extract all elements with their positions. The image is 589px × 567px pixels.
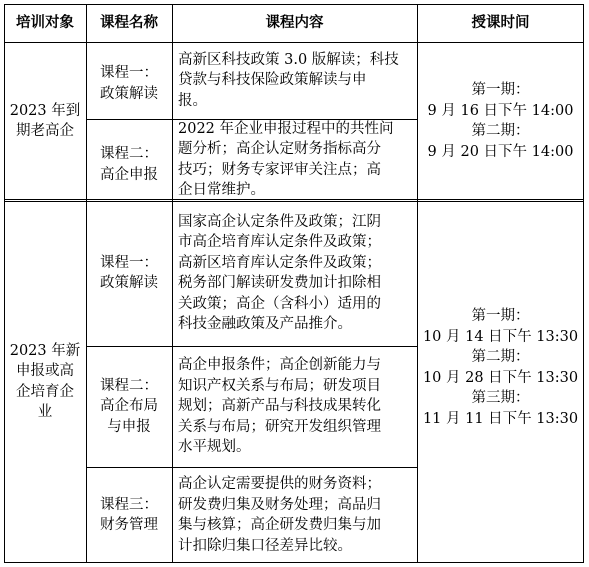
content-line: 集与核算；高企研发费归集与加 (178, 517, 381, 533)
time-line: 9 月 16 日下午 14:00 (427, 102, 574, 119)
content-line: 水平规划。 (178, 439, 251, 456)
border-bottom (4, 562, 584, 563)
time-line: 第一期： (471, 308, 530, 324)
course-name-line: 财务管理 (100, 517, 158, 533)
training-schedule-table (4, 4, 584, 563)
content-line: 企日常维护。 (178, 182, 265, 198)
content-line: 计扣除归集口径差异比较。 (178, 537, 352, 554)
group-2-course-1-content (172, 200, 417, 346)
group-1-time (417, 42, 584, 200)
group-1-target-line: 2023 年到 (9, 102, 81, 119)
content-line: 报。 (178, 92, 207, 109)
border-top (4, 4, 584, 5)
group-2-course-3-name (86, 467, 172, 563)
time-line: 第三期： (471, 390, 530, 406)
border-right (583, 4, 584, 563)
content-line: 税务部门解读研发费加计扣除相 (178, 275, 381, 291)
course-name-line: 高企申报 (100, 166, 158, 183)
content-line: 市高企培育库认定条件及政策； (178, 234, 381, 250)
header-target: 培训对象 (16, 14, 74, 31)
row-divider (86, 467, 417, 468)
group-2-time (417, 200, 584, 563)
content-line: 贷款与科技保险政策解读与申 (178, 72, 367, 89)
time-line: 第二期： (471, 349, 530, 365)
content-line: 高新区培育库认定条件及政策； (178, 254, 381, 271)
time-line: 第二期： (471, 123, 530, 139)
group-1-course-1-name (86, 42, 172, 119)
time-line: 9 月 20 日下午 14:00 (427, 143, 574, 160)
group-1-course-2-content (172, 119, 417, 200)
course-name-line: 课程一： (100, 65, 158, 81)
content-line: 技巧；财务专家评审关注点；高 (178, 161, 381, 178)
row-divider (4, 42, 584, 43)
content-line: 规划；高新产品与科技成果转化 (178, 398, 381, 415)
group-2-target-line: 企培育企 (15, 383, 74, 400)
row-divider (86, 119, 417, 120)
header-course-name: 课程名称 (100, 14, 158, 31)
group-1-target-line: 期老高企 (15, 123, 74, 139)
col-divider (172, 4, 173, 563)
content-line: 高企申报条件；高企创新能力与 (178, 357, 381, 374)
border-left (4, 4, 5, 563)
course-name-line: 课程三： (100, 496, 158, 513)
time-line: 第一期： (471, 82, 530, 98)
content-line: 高新区科技政策 3.0 版解读；科技 (178, 51, 399, 68)
course-name-line: 与申报 (107, 418, 151, 435)
group-1-course-2-name (86, 119, 172, 200)
content-line: 2022 年企业申报过程中的共性问 (178, 120, 394, 137)
content-line: 题分析；高企认定财务指标高分 (178, 141, 381, 157)
group-2-target-line: 业 (37, 404, 53, 420)
col-divider (86, 4, 87, 563)
content-line: 研发费归集及财务处理；高品归 (178, 496, 381, 513)
course-name-line: 政策解读 (100, 275, 158, 291)
group-2-course-1-name (86, 200, 172, 346)
group-1-target (4, 42, 86, 200)
row-divider (86, 346, 417, 347)
course-name-line: 课程一： (100, 254, 158, 271)
group-2-course-2-name (86, 346, 172, 467)
course-name-line: 课程二： (100, 146, 158, 162)
group-2-course-3-content (172, 467, 417, 563)
group-2-course-2-content (172, 346, 417, 467)
content-line: 科技金融政策及产品推介。 (178, 316, 352, 332)
header-content: 课程内容 (265, 14, 324, 31)
col-divider (417, 4, 418, 563)
group-2-target (4, 200, 86, 563)
group-1-course-1-content (172, 42, 417, 119)
course-name-line: 课程二： (100, 377, 158, 394)
content-line: 知识产权关系与布局；研发项目 (178, 377, 381, 394)
content-line: 关政策；高企（含科小）适用的 (178, 295, 381, 312)
header-time: 授课时间 (471, 14, 530, 31)
time-line: 11 月 11 日下午 13:30 (422, 410, 579, 427)
group-divider (4, 199, 584, 200)
course-name-line: 高企布局 (100, 398, 158, 415)
content-line: 国家高企认定条件及政策；江阴 (178, 213, 381, 230)
group-divider (4, 201, 584, 202)
course-name-line: 政策解读 (100, 85, 158, 102)
time-line: 10 月 14 日下午 13:30 (422, 328, 579, 345)
group-2-target-line: 2023 年新 (9, 342, 81, 359)
time-line: 10 月 28 日下午 13:30 (422, 369, 579, 386)
content-line: 高企认定需要提供的财务资料； (178, 476, 381, 492)
group-2-target-line: 申报或高 (15, 363, 74, 379)
content-line: 关系与布局；研究开发组织管理 (178, 418, 381, 435)
